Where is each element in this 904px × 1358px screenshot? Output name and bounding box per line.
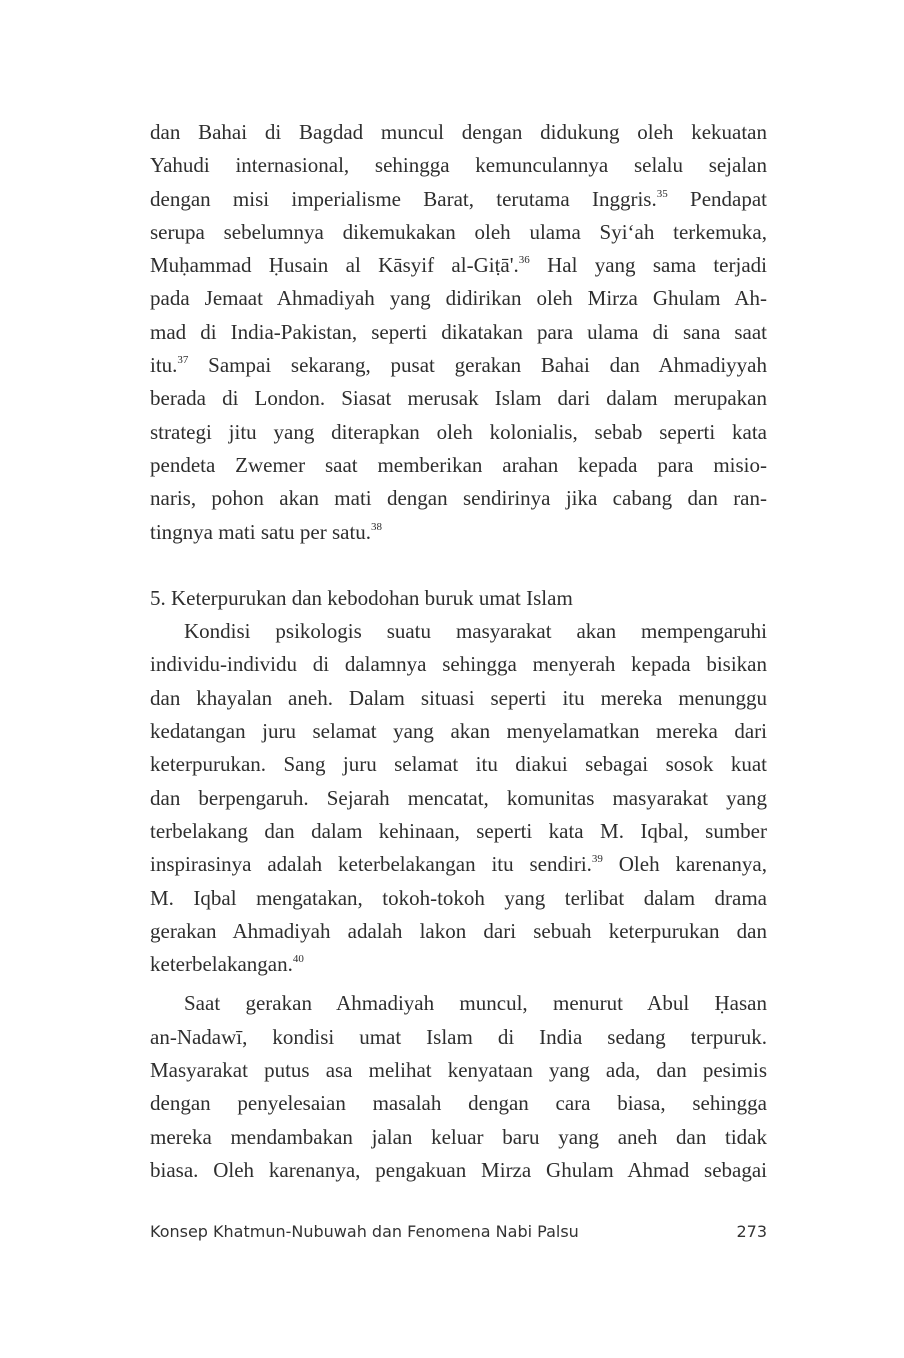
line-text: keterpurukan. Sang juru selamat itu diakui sebagai sosok kuat: [150, 752, 767, 777]
text-line: [150, 682, 767, 715]
line-text: dengan misi imperialisme Barat, terutama Inggris.: [150, 186, 657, 211]
line-text: inspirasinya adalah keterbelakangan itu sendiri.: [150, 852, 592, 877]
text-line: [150, 416, 767, 449]
line-text: dan Bahai di Bagdad muncul dengan didukung oleh kekuatan: [150, 120, 767, 144]
line-text: dan khayalan aneh. Dalam situasi seperti itu mereka menunggu: [150, 685, 767, 710]
line-text: mereka mendambakan jalan keluar baru yang aneh dan tidak: [150, 1124, 767, 1149]
line-text: Sampai sekarang, pusat gerakan Bahai dan Ahmadiyyah: [188, 353, 767, 378]
paragraph: [150, 116, 767, 549]
text-line: [150, 615, 767, 648]
line-text: Pendapat: [667, 186, 767, 211]
line-text: Saat gerakan Ahmadiyah muncul, menurut Abul Ḥasan: [184, 991, 767, 1016]
footnote-ref: 40: [292, 953, 304, 966]
line-text: Kondisi psikologis suatu masyarakat akan mempengaruhi: [184, 619, 767, 644]
text-line: [150, 316, 767, 349]
text-line: [150, 882, 767, 915]
text-line: [150, 748, 767, 781]
text-line: [150, 216, 767, 249]
line-text: naris, pohon akan mati dengan sendirinya jika cabang dan ran-: [150, 486, 767, 511]
spacer: [150, 549, 767, 582]
line-text: dengan penyelesaian masalah dengan cara biasa, sehingga: [150, 1091, 767, 1116]
text-line: [150, 782, 767, 815]
section-heading: 5. Keterpurukan dan kebodohan buruk umat Islam: [150, 585, 573, 610]
text-line: [150, 482, 767, 515]
line-text: pendeta Zwemer saat memberikan arahan kepada para misio-: [150, 452, 767, 477]
line-text: Muḥammad Ḥusain al Kāsyif al-Giṭā'.: [150, 253, 519, 278]
text-line: [150, 1054, 767, 1087]
text-line: [150, 648, 767, 681]
text-line: [150, 449, 767, 482]
line-text: Oleh karenanya,: [602, 852, 767, 877]
text-line: [150, 848, 767, 881]
paragraph: [150, 615, 767, 981]
footnote-ref: 38: [371, 520, 383, 533]
page-number: 273: [736, 1222, 767, 1241]
line-text: gerakan Ahmadiyah adalah lakon dari sebuah keterpurukan dan: [150, 918, 767, 943]
text-line: [150, 1087, 767, 1120]
line-text: strategi jitu yang diterapkan oleh kolonialis, sebab seperti kata: [150, 419, 767, 444]
footnote-ref: 37: [177, 354, 189, 367]
text-line: [150, 948, 767, 981]
text-line: [150, 249, 767, 282]
line-text: dan berpengaruh. Sejarah mencatat, komunitas masyarakat yang: [150, 785, 767, 810]
line-text: mad di India-Pakistan, seperti dikatakan para ulama di sana saat: [150, 319, 767, 344]
line-text: Masyarakat putus asa melihat kenyataan yang ada, dan pesimis: [150, 1058, 767, 1083]
line-text: berada di London. Siasat merusak Islam dari dalam merupakan: [150, 386, 767, 411]
line-text: terbelakang dan dalam kehinaan, seperti kata M. Iqbal, sumber: [150, 818, 767, 843]
line-text: serupa sebelumnya dikemukakan oleh ulama Syi‘ah terkemuka,: [150, 219, 767, 244]
line-text: itu.: [150, 353, 178, 378]
footnote-ref: 35: [656, 187, 668, 200]
page-body: [150, 116, 767, 1187]
paragraph: [150, 987, 767, 1187]
line-text: biasa. Oleh karenanya, pengakuan Mirza Ghulam Ahmad sebagai: [150, 1157, 767, 1182]
text-line: [150, 715, 767, 748]
line-text: pada Jemaat Ahmadiyah yang didirikan oleh Mirza Ghulam Ah-: [150, 286, 767, 311]
text-line: [150, 349, 767, 382]
line-text: keterbelakangan.: [150, 952, 293, 977]
text-line: [150, 987, 767, 1020]
footnote-ref: 36: [518, 254, 530, 267]
line-text: Yahudi internasional, sehingga kemunculannya selalu sejalan: [150, 153, 767, 178]
line-text: kedatangan juru selamat yang akan menyelamatkan mereka dari: [150, 719, 767, 744]
text-line: [150, 282, 767, 315]
running-title: Konsep Khatmun-Nubuwah dan Fenomena Nabi Palsu: [150, 1222, 579, 1241]
line-text: individu-individu di dalamnya sehingga menyerah kepada bisikan: [150, 652, 767, 677]
text-line: [150, 149, 767, 182]
line-text: an-Nadawī, kondisi umat Islam di India sedang terpuruk.: [150, 1024, 767, 1049]
line-text: tingnya mati satu per satu.: [150, 519, 372, 544]
page-footer: [150, 1222, 767, 1241]
line-text: M. Iqbal mengatakan, tokoh-tokoh yang terlibat dalam drama: [150, 885, 767, 910]
text-line: [150, 116, 767, 149]
line-text: Hal yang sama terjadi: [529, 253, 767, 278]
text-line: [150, 1154, 767, 1187]
text-line: [150, 1121, 767, 1154]
text-line: [150, 915, 767, 948]
text-line: [150, 183, 767, 216]
text-line: [150, 815, 767, 848]
footnote-ref: 39: [591, 853, 603, 866]
text-line: [150, 382, 767, 415]
text-line: [150, 1021, 767, 1054]
text-line: [150, 516, 767, 549]
